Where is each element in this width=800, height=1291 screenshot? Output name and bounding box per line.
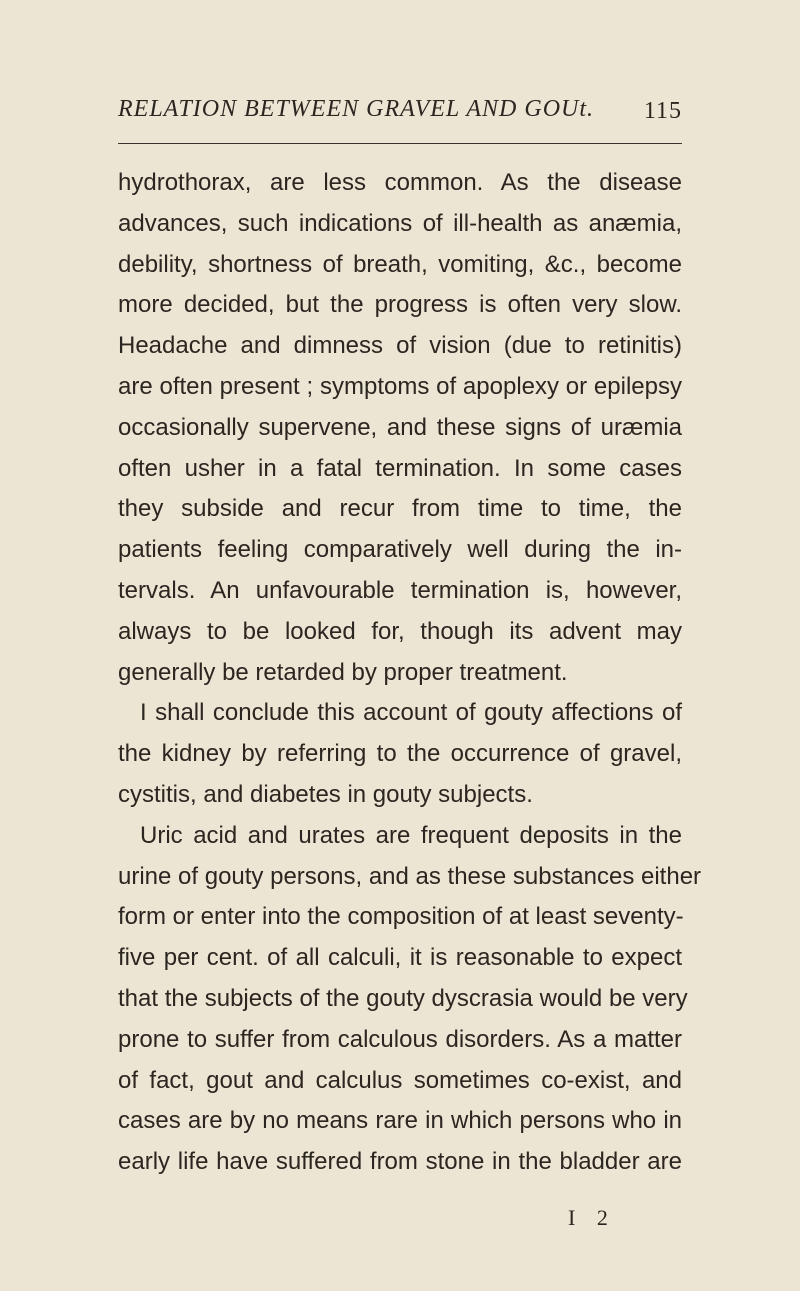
running-head [118, 96, 682, 136]
text-line: always to be looked for, though its advent may [118, 617, 682, 645]
page-number: 115 [643, 98, 682, 124]
text-line: hydrothorax, are less common. As the disease [118, 169, 682, 196]
text-line: Headache and dimness of vision (due to retinitis) [118, 332, 682, 360]
text-line: debility, shortness of breath, vomiting, &c., become [118, 250, 682, 278]
text-line: form or enter into the composition of at least seventy- [118, 903, 684, 931]
signature-mark: I 2 [568, 1205, 616, 1230]
running-head-title: RELATION BETWEEN GRAVEL AND GOUt. [118, 96, 595, 122]
text-line: tervals. An unfavourable termination is, however, [118, 576, 682, 604]
text-line: that the subjects of the gouty dyscrasia would be very [118, 984, 688, 1012]
text-line: they subside and recur from time to time, the [118, 495, 682, 523]
text-line: generally be retarded by proper treatment. [118, 658, 568, 686]
text-line: the kidney by referring to the occurrence of gravel, [118, 740, 682, 768]
text-line: urine of gouty persons, and as these substances either [118, 862, 702, 890]
text-line: advances, such indications of ill-health as anæmia, [118, 209, 682, 237]
text-line: often usher in a fatal termination. In some cases [118, 454, 682, 482]
body-text [118, 163, 702, 1183]
text-line: early life have suffered from stone in the bladder are [118, 1148, 682, 1176]
text-line: five per cent. of all calculi, it is reasonable to expect [118, 944, 682, 972]
header-rule [118, 143, 682, 144]
text-line: cystitis, and diabetes in gouty subjects. [118, 780, 533, 808]
text-line: are often present ; symptoms of apoplexy or epilepsy [118, 372, 682, 400]
text-line: occasionally supervene, and these signs of uræmia [118, 413, 682, 441]
text-line: prone to suffer from calculous disorders. As a matter [118, 1025, 682, 1053]
text-line: Uric acid and urates are frequent deposits in the [140, 821, 682, 849]
text-line: cases are by no means rare in which persons who in [118, 1107, 682, 1135]
text-line: I shall conclude this account of gouty affections of [140, 699, 682, 727]
text-line: patients feeling comparatively well during the in- [118, 536, 682, 564]
text-line: of fact, gout and calculus sometimes co-exist, and [118, 1066, 682, 1094]
text-line: more decided, but the progress is often very slow. [118, 291, 682, 319]
